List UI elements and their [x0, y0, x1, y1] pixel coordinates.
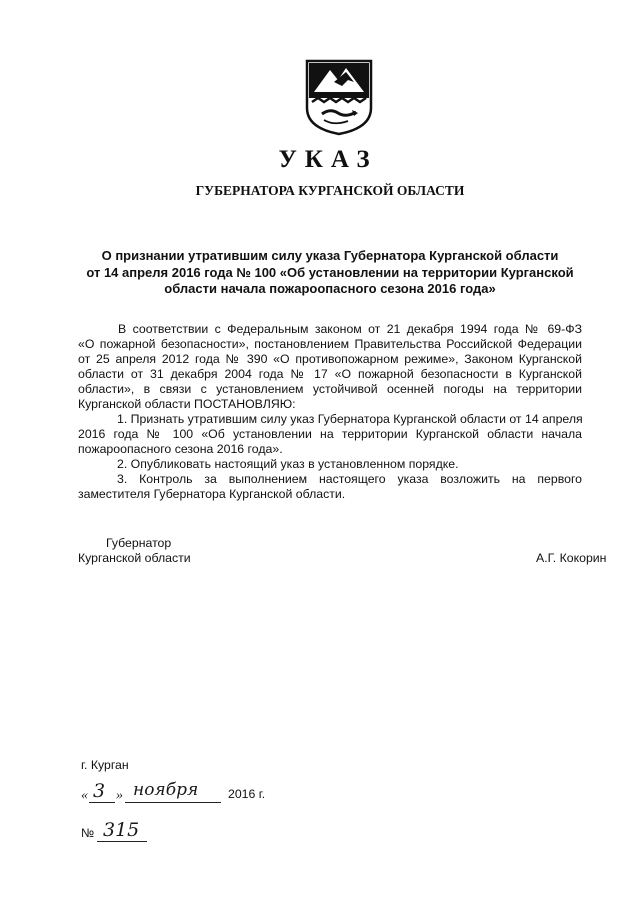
- item1-line: 1. Признать утратившим силу указ Губернатора Курганской области от 14 апреля: [117, 412, 583, 426]
- item3-line: 3. Контроль за выполнением настоящего указа возложить на первого: [117, 472, 582, 486]
- city-label: г. Курган: [81, 758, 129, 772]
- close-quote: »: [116, 788, 123, 803]
- preamble-line: «О пожарной безопасности», постановлением Правительства Российской Федерации: [78, 337, 582, 351]
- year-label: 2016 г.: [228, 787, 266, 801]
- item2-line: 2. Опубликовать настоящий указ в установленном порядке.: [117, 457, 459, 471]
- signatory-name: А.Г. Кокорин: [536, 551, 607, 565]
- preamble-line: области от 31 декабря 2004 года № 17 «О пожарной безопасности в Курганской: [78, 367, 582, 381]
- preamble-line: от 25 апреля 2012 года № 390 «О противопожарном режиме», Законом Курганской: [78, 352, 582, 366]
- document-title: УКАЗ: [278, 146, 378, 173]
- position-line: Губернатор: [106, 536, 172, 550]
- handwritten-day: 3: [93, 780, 106, 802]
- item1-line: 2016 года № 100 «Об установлении на территории Курганской области начала: [78, 427, 582, 441]
- heading-line: от 14 апреля 2016 года № 100 «Об установлении на территории Курганской: [86, 264, 574, 280]
- handwritten-number: 315: [103, 819, 140, 841]
- number-underline: [97, 841, 147, 842]
- month-underline: [125, 802, 221, 803]
- item3-line: заместителя Губернатора Курганской области.: [78, 487, 346, 501]
- item1-line: пожароопасного сезона 2016 года».: [78, 442, 283, 456]
- preamble-line: В соответствии с Федеральным законом от 21 декабря 1994 года № 69-ФЗ: [118, 322, 582, 336]
- signatory-position: [78, 536, 191, 566]
- coat-of-arms-icon: [304, 58, 374, 136]
- handwritten-month: ноября: [133, 780, 199, 800]
- day-underline: [89, 802, 115, 803]
- decree-number: [81, 820, 201, 844]
- preamble-line: Курганской области ПОСТАНОВЛЯЮ:: [78, 397, 296, 411]
- preamble-line: области», в связи с установлением устойчивой осенней погоды на территории: [78, 382, 582, 396]
- open-quote: «: [81, 788, 88, 803]
- position-line: Курганской области: [78, 551, 191, 565]
- heading-line: области начала пожароопасного сезона 2016 года»: [164, 281, 496, 296]
- decree-heading: [80, 248, 580, 298]
- decree-date: [81, 781, 321, 805]
- decree-body: [78, 322, 582, 502]
- heading-line: О признании утратившим силу указа Губернатора Курганской области: [101, 248, 559, 263]
- document-subtitle: ГУБЕРНАТОРА КУРГАНСКОЙ ОБЛАСТИ: [195, 183, 465, 198]
- number-label: №: [81, 826, 95, 840]
